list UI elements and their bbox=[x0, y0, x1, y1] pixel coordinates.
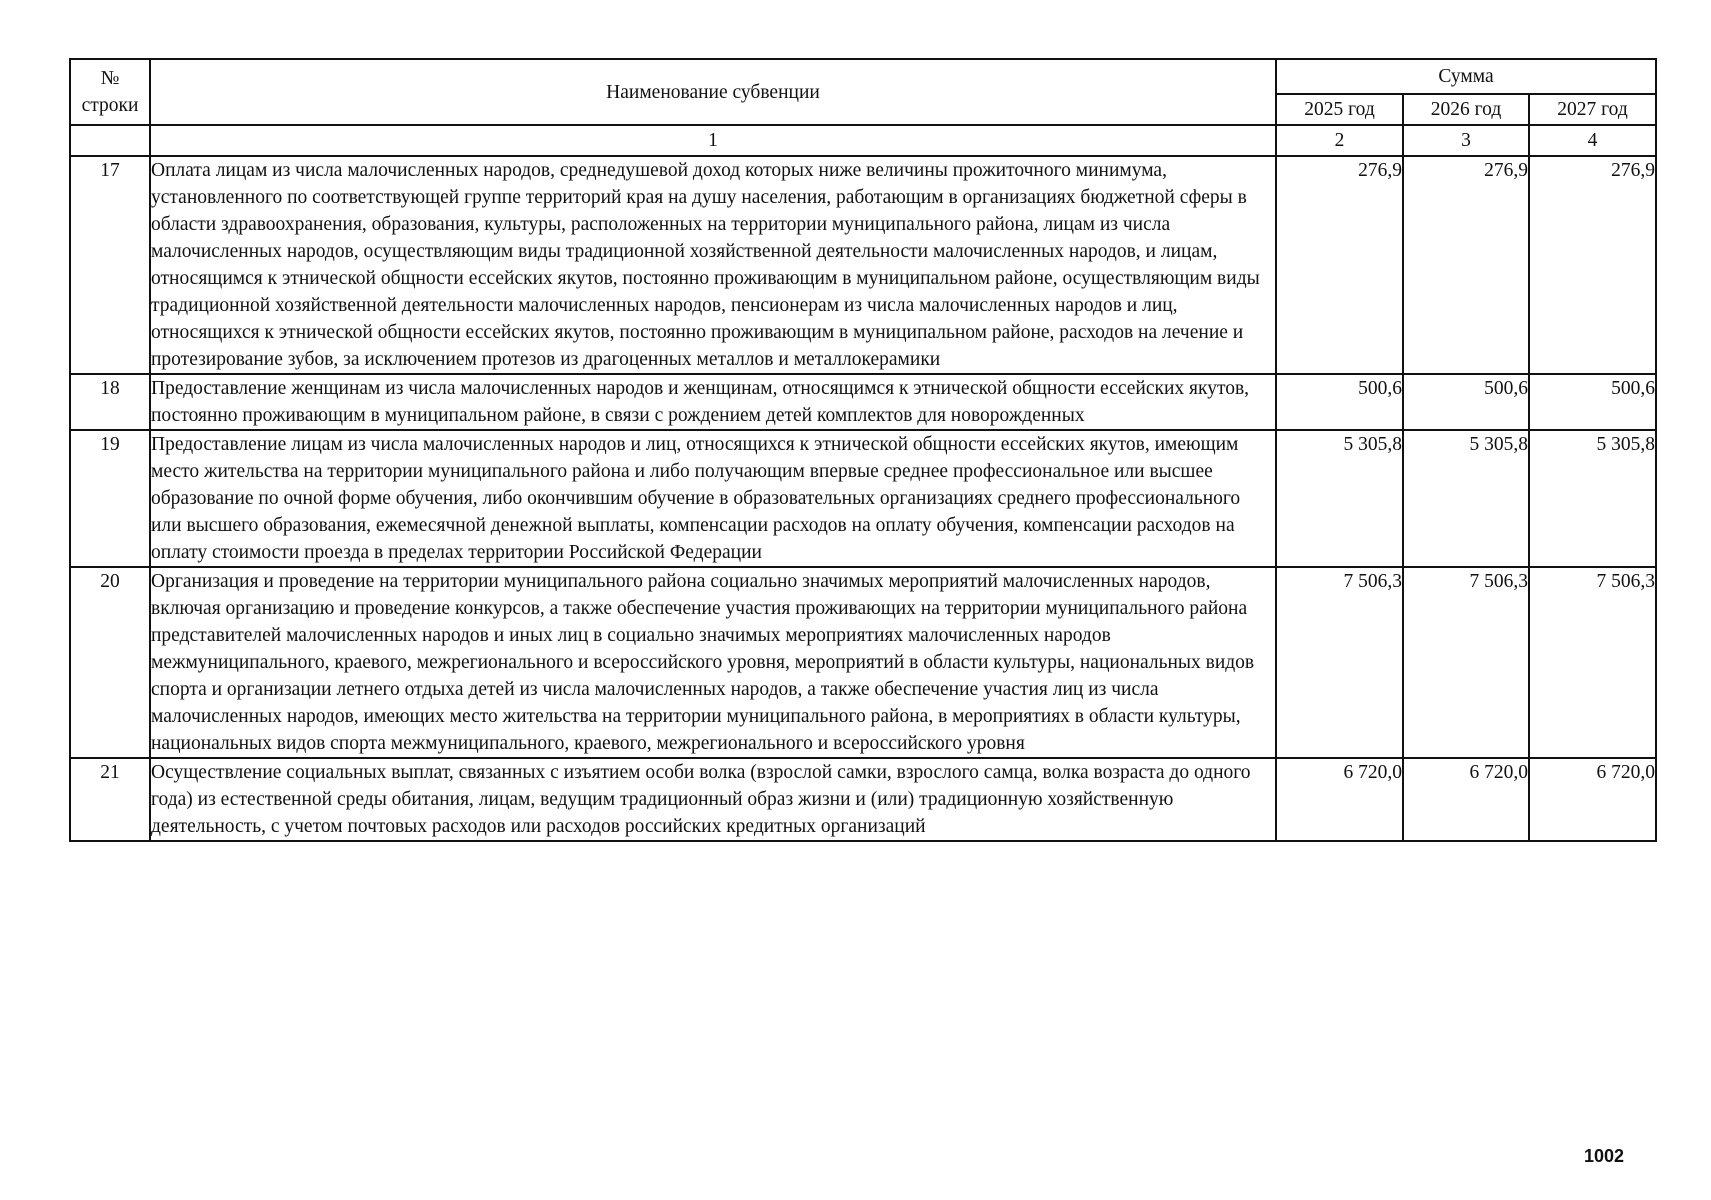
amount-2025: 7 506,3 bbox=[1276, 567, 1403, 758]
row-number: 18 bbox=[70, 374, 150, 430]
row-number: 20 bbox=[70, 567, 150, 758]
amount-2027: 276,9 bbox=[1529, 156, 1656, 374]
amount-2025: 5 305,8 bbox=[1276, 430, 1403, 567]
amount-2026: 500,6 bbox=[1403, 374, 1529, 430]
document-sheet bbox=[69, 58, 1655, 842]
column-index-4: 4 bbox=[1529, 125, 1656, 156]
subvention-name: Предоставление женщинам из числа малочисленных народов и женщинам, относящимся к этнической общности ессейских якутов, постоянно проживающим в муниципальном районе, в связи с рождением детей комплектов для новорожденных bbox=[150, 374, 1276, 430]
row-number: 17 bbox=[70, 156, 150, 374]
amount-2025: 276,9 bbox=[1276, 156, 1403, 374]
column-index-2: 2 bbox=[1276, 125, 1403, 156]
header-row-number: № строки bbox=[70, 59, 150, 125]
table-row bbox=[70, 374, 1656, 430]
header-year-2027: 2027 год bbox=[1529, 94, 1656, 125]
amount-2026: 276,9 bbox=[1403, 156, 1529, 374]
table-row bbox=[70, 567, 1656, 758]
column-index-1: 1 bbox=[150, 125, 1276, 156]
subvention-name: Осуществление социальных выплат, связанных с изъятием особи волка (взрослой самки, взрослого самца, волка возраста до одного года) из естественной среды обитания, лицам, ведущим традиционный образ жизни и (или) традиционную хозяйственную деятельность, с учетом почтовых расходов или расходов российских кредитных организаций bbox=[150, 758, 1276, 841]
header-subvention-name: Наименование субвенции bbox=[150, 59, 1276, 125]
amount-2027: 6 720,0 bbox=[1529, 758, 1656, 841]
page-number: 1002 bbox=[1584, 1146, 1625, 1166]
amount-2026: 5 305,8 bbox=[1403, 430, 1529, 567]
header-year-2025: 2025 год bbox=[1276, 94, 1403, 125]
subvention-name: Оплата лицам из числа малочисленных народов, среднедушевой доход которых ниже величины прожиточного минимума, установленного по соответствующей группе территорий края на душу населения, работающим в организациях бюджетной сферы в области здравоохранения, образования, культуры, расположенных на территории муниципального района, лицам из числа малочисленных народов, осуществляющим виды традиционной хозяйственной деятельности малочисленных народов, и лицам, относящимся к этнической общности ессейских якутов, постоянно проживающим в муниципальном районе, осуществляющим виды традиционной хозяйственной деятельности малочисленных народов, пенсионерам из числа малочисленных народов и лиц, относящихся к этнической общности ессейских якутов, постоянно проживающим в муниципальном районе, расходов на лечение и протезирование зубов, за исключением протезов из драгоценных металлов и металлокерамики bbox=[150, 156, 1276, 374]
amount-2026: 7 506,3 bbox=[1403, 567, 1529, 758]
row-number: 21 bbox=[70, 758, 150, 841]
amount-2025: 6 720,0 bbox=[1276, 758, 1403, 841]
row-number: 19 bbox=[70, 430, 150, 567]
amount-2027: 500,6 bbox=[1529, 374, 1656, 430]
table-row bbox=[70, 430, 1656, 567]
column-index-3: 3 bbox=[1403, 125, 1529, 156]
subvention-name: Предоставление лицам из числа малочисленных народов и лиц, относящихся к этнической общности ессейских якутов, имеющим место жительства на территории муниципального района и либо получающим впервые среднее профессиональное или высшее образование по очной форме обучения, либо окончившим обучение в образовательных организациях среднего профессионального или высшего образования, ежемесячной денежной выплаты, компенсации расходов на оплату обучения, компенсации расходов на оплату стоимости проезда в пределах территории Российской Федерации bbox=[150, 430, 1276, 567]
amount-2025: 500,6 bbox=[1276, 374, 1403, 430]
header-year-2026: 2026 год bbox=[1403, 94, 1529, 125]
amount-2027: 5 305,8 bbox=[1529, 430, 1656, 567]
subvention-table bbox=[69, 58, 1657, 842]
table-row bbox=[70, 156, 1656, 374]
subvention-name: Организация и проведение на территории муниципального района социально значимых мероприятий малочисленных народов, включая организацию и проведение конкурсов, а также обеспечение участия проживающих на территории муниципального района представителей малочисленных народов и иных лиц в социально значимых мероприятиях малочисленных народов межмуниципального, краевого, межрегионального и всероссийского уровня, мероприятий в области культуры, национальных видов спорта и организации летнего отдыха детей из числа малочисленных народов, а также обеспечение участия лиц из числа малочисленных народов, имеющих место жительства на территории муниципального района, в мероприятиях в области культуры, национальных видов спорта межмуниципального, краевого, межрегионального и всероссийского уровня bbox=[150, 567, 1276, 758]
header-sum: Сумма bbox=[1276, 59, 1656, 94]
amount-2027: 7 506,3 bbox=[1529, 567, 1656, 758]
amount-2026: 6 720,0 bbox=[1403, 758, 1529, 841]
table-row bbox=[70, 758, 1656, 841]
column-index-blank bbox=[70, 125, 150, 156]
